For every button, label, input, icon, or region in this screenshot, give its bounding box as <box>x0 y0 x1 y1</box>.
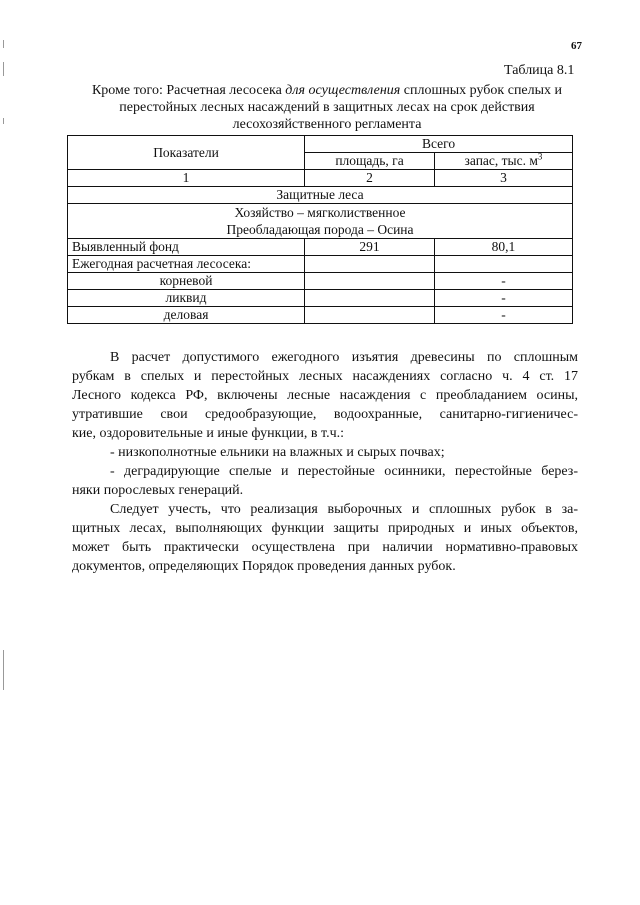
header-area: площадь, га <box>305 153 435 170</box>
scan-margin-mark <box>3 40 4 48</box>
bullet-1 <box>72 443 578 462</box>
allowable-cut-table <box>67 135 573 324</box>
text-line: рубкам в спелых и перестойных лесных насаждениях согласно ч. 4 ст. 17 <box>72 369 578 384</box>
caption-italic: для осуществления <box>285 83 401 98</box>
table-row <box>68 256 573 273</box>
scan-margin-mark <box>3 62 4 76</box>
bullet-2 <box>72 462 578 500</box>
section-title: Защитные леса <box>68 187 573 204</box>
text-line: может быть практически осуществлена при наличии нормативно-правовых <box>72 540 578 555</box>
text-line: утратившие свои средообразующие, водоохранные, санитарно-гигиеничес- <box>72 407 578 422</box>
text-line: - низкополнотные ельники на влажных и сырых почвах; <box>110 445 445 460</box>
text-line: щитных лесах, выполняющих функции защиты природных и иных объектов, <box>72 521 578 536</box>
row-area <box>305 290 435 307</box>
page-number: 67 <box>571 40 582 52</box>
row-label: Выявленный фонд <box>68 239 305 256</box>
header-total: Всего <box>305 136 573 153</box>
row-stock: 80,1 <box>434 239 572 256</box>
row-label: корневой <box>68 273 305 290</box>
text-line: няки порослевых генераций. <box>72 483 244 498</box>
row-stock: - <box>434 273 572 290</box>
table-caption <box>62 82 592 133</box>
paragraph-2 <box>72 500 578 576</box>
paragraph-1 <box>72 348 578 443</box>
scan-margin-mark <box>3 650 4 690</box>
farm-species-cell <box>68 204 573 239</box>
row-area: 291 <box>305 239 435 256</box>
text-line: Следует учесть, что реализация выборочных и сплошных рубок в за- <box>110 502 578 517</box>
body-text <box>72 348 578 576</box>
table-row <box>68 273 573 290</box>
table-row <box>68 290 573 307</box>
farm-label: Хозяйство – мягколиственное <box>234 205 406 220</box>
column-number: 2 <box>305 170 435 187</box>
row-stock: - <box>434 290 572 307</box>
table-label: Таблица 8.1 <box>504 63 575 78</box>
caption-line: лесохозяйственного регламента <box>232 117 422 132</box>
row-stock: - <box>434 307 572 324</box>
row-area <box>305 307 435 324</box>
text-line: документов, определяющих Порядок проведения данных рубок. <box>72 559 456 574</box>
row-label: Ежегодная расчетная лесосека: <box>68 256 305 273</box>
scan-margin-mark <box>3 118 4 124</box>
table-row <box>68 239 573 256</box>
text-line: Лесного кодекса РФ, включены лесные насаждения с преобладанием осины, <box>72 388 578 403</box>
row-area <box>305 273 435 290</box>
column-number: 1 <box>68 170 305 187</box>
text-line: В расчет допустимого ежегодного изъятия древесины по сплошным <box>110 350 578 365</box>
caption-line: Кроме того: Расчетная лесосека для осуществления сплошных рубок спелых и <box>91 83 563 98</box>
header-stock: запас, тыс. $м^3$ <box>434 153 572 170</box>
table-row <box>68 307 573 324</box>
column-number: 3 <box>434 170 572 187</box>
row-label: ликвид <box>68 290 305 307</box>
header-indicators: Показатели <box>68 136 305 170</box>
text-line: - деградирующие спелые и перестойные осинники, перестойные берез- <box>110 464 578 479</box>
row-stock <box>434 256 572 273</box>
row-area <box>305 256 435 273</box>
text-line: кие, оздоровительные и иные функции, в т.ч.: <box>72 426 345 441</box>
row-label: деловая <box>68 307 305 324</box>
caption-line: перестойных лесных насаждений в защитных лесах на срок действия <box>119 100 535 115</box>
species-label: Преобладающая порода – Осина <box>226 222 414 237</box>
